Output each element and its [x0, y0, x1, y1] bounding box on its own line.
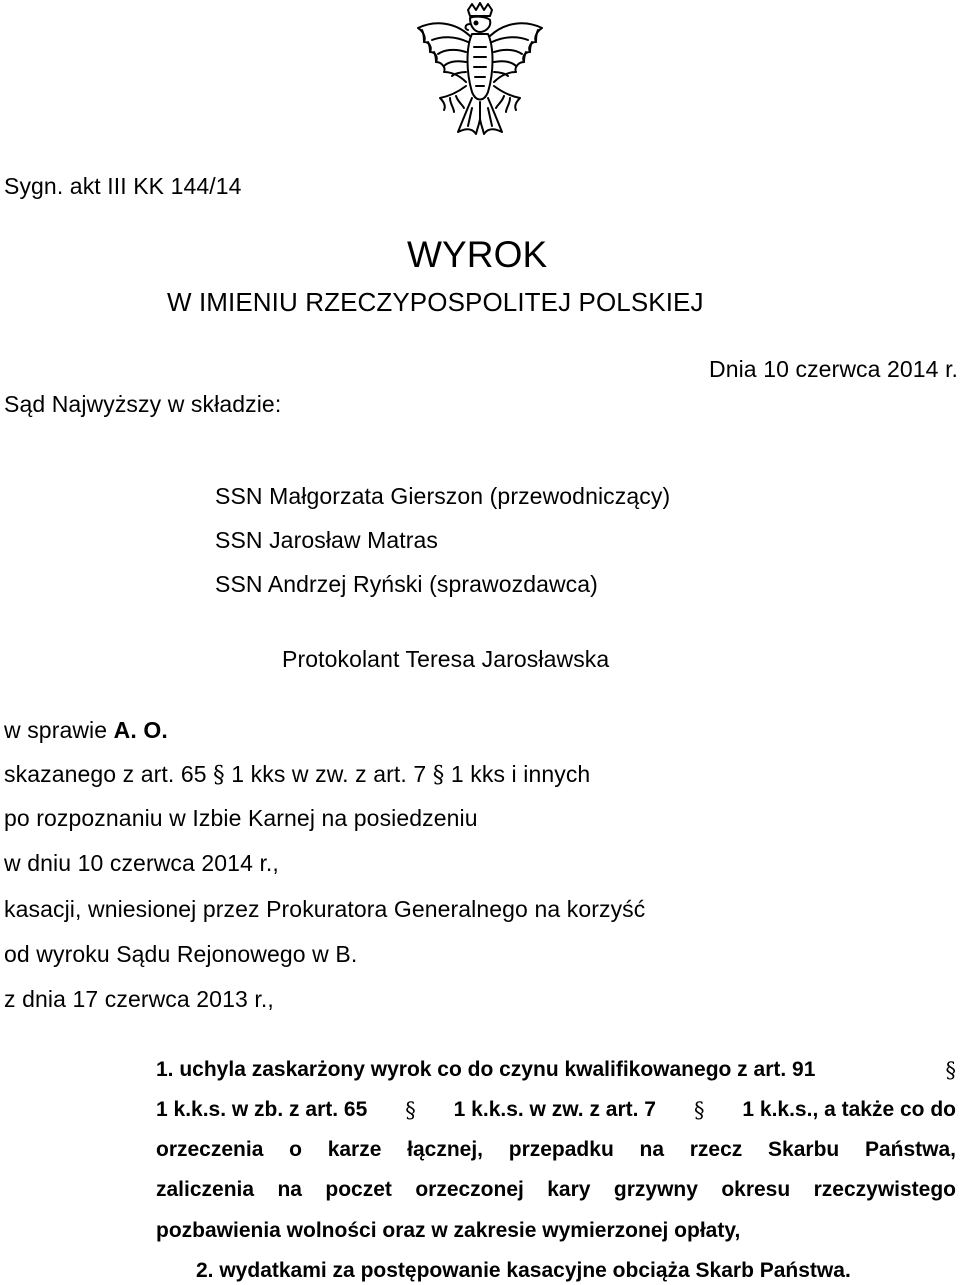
charge-part-1: skazanego z art. 65: [4, 761, 207, 787]
charge-part-2: 1 kks w zw. z art. 7: [231, 761, 427, 787]
ruling-text: pozbawienia wolności oraz w zakresie wymierzonej opłaty,: [156, 1219, 741, 1242]
ruling-text: 1 k.k.s., a także co do: [742, 1098, 956, 1121]
panel-judge-3: SSN Andrzej Ryński (sprawozdawca): [215, 571, 598, 597]
panel-judge-2: SSN Jarosław Matras: [215, 527, 439, 553]
ruling-text: 2. wydatkami za postępowanie kasacyjne obciąża Skarb Państwa.: [196, 1259, 851, 1282]
section-mark: §: [405, 1098, 416, 1122]
case-intro: w sprawie: [4, 717, 114, 743]
section-mark: §: [213, 762, 225, 788]
case-party-line: [4, 716, 168, 744]
case-signature: Sygn. akt III KK 144/14: [4, 173, 242, 199]
case-line-6: od wyroku Sądu Rejonowego w B.: [4, 941, 358, 967]
charge-part-3: 1 kks i innych: [450, 761, 591, 787]
ruling-text: orzeczenia o karze łącznej, przepadku na rzecz Skarbu Państwa,: [156, 1138, 956, 1161]
section-mark: §: [432, 762, 445, 788]
ruling-text: zaliczenia na poczet orzeczonej kary grzywny okresu rzeczywistego: [156, 1178, 956, 1201]
document-subtitle: W IMIENIU RZECZYPOSPOLITEJ POLSKIEJ: [167, 287, 704, 317]
ruling-item-1-line-2: [156, 1097, 956, 1123]
polish-eagle-emblem-icon: [410, 2, 550, 152]
panel-judge-1: SSN Małgorzata Gierszon (przewodniczący): [215, 483, 671, 509]
ruling-item-2: [196, 1258, 956, 1284]
ruling-item-1-line-3: [156, 1137, 956, 1163]
case-party: A. O.: [113, 717, 168, 743]
ruling-text: 1 k.k.s. w zb. z art. 65: [156, 1098, 368, 1121]
case-line-3: po rozpoznaniu w Izbie Karnej na posiedzeniu: [4, 805, 478, 831]
case-line-4: w dniu 10 czerwca 2014 r.,: [4, 850, 279, 876]
ruling-text: 1. uchyla zaskarżony wyrok co do czynu kwalifikowanego z art. 91: [156, 1058, 816, 1081]
document-title: WYROK: [407, 234, 548, 275]
section-mark: §: [945, 1058, 956, 1082]
ruling-item-1-line-5: [156, 1218, 956, 1244]
case-line-5: kasacji, wniesionej przez Prokuratora Generalnego na korzyść: [4, 896, 646, 922]
judgment-date: Dnia 10 czerwca 2014 r.: [709, 356, 959, 382]
case-charge-line: [4, 760, 590, 789]
section-mark: §: [693, 1098, 705, 1122]
court-clerk: Protokolant Teresa Jarosławska: [282, 646, 610, 672]
case-line-7: z dnia 17 czerwca 2013 r.,: [4, 986, 274, 1012]
ruling-item-1-line-1: [156, 1057, 956, 1083]
ruling-item-1-line-4: [156, 1177, 956, 1203]
ruling-text: 1 k.k.s. w zw. z art. 7: [453, 1098, 656, 1121]
court-composition-label: Sąd Najwyższy w składzie:: [4, 391, 282, 417]
